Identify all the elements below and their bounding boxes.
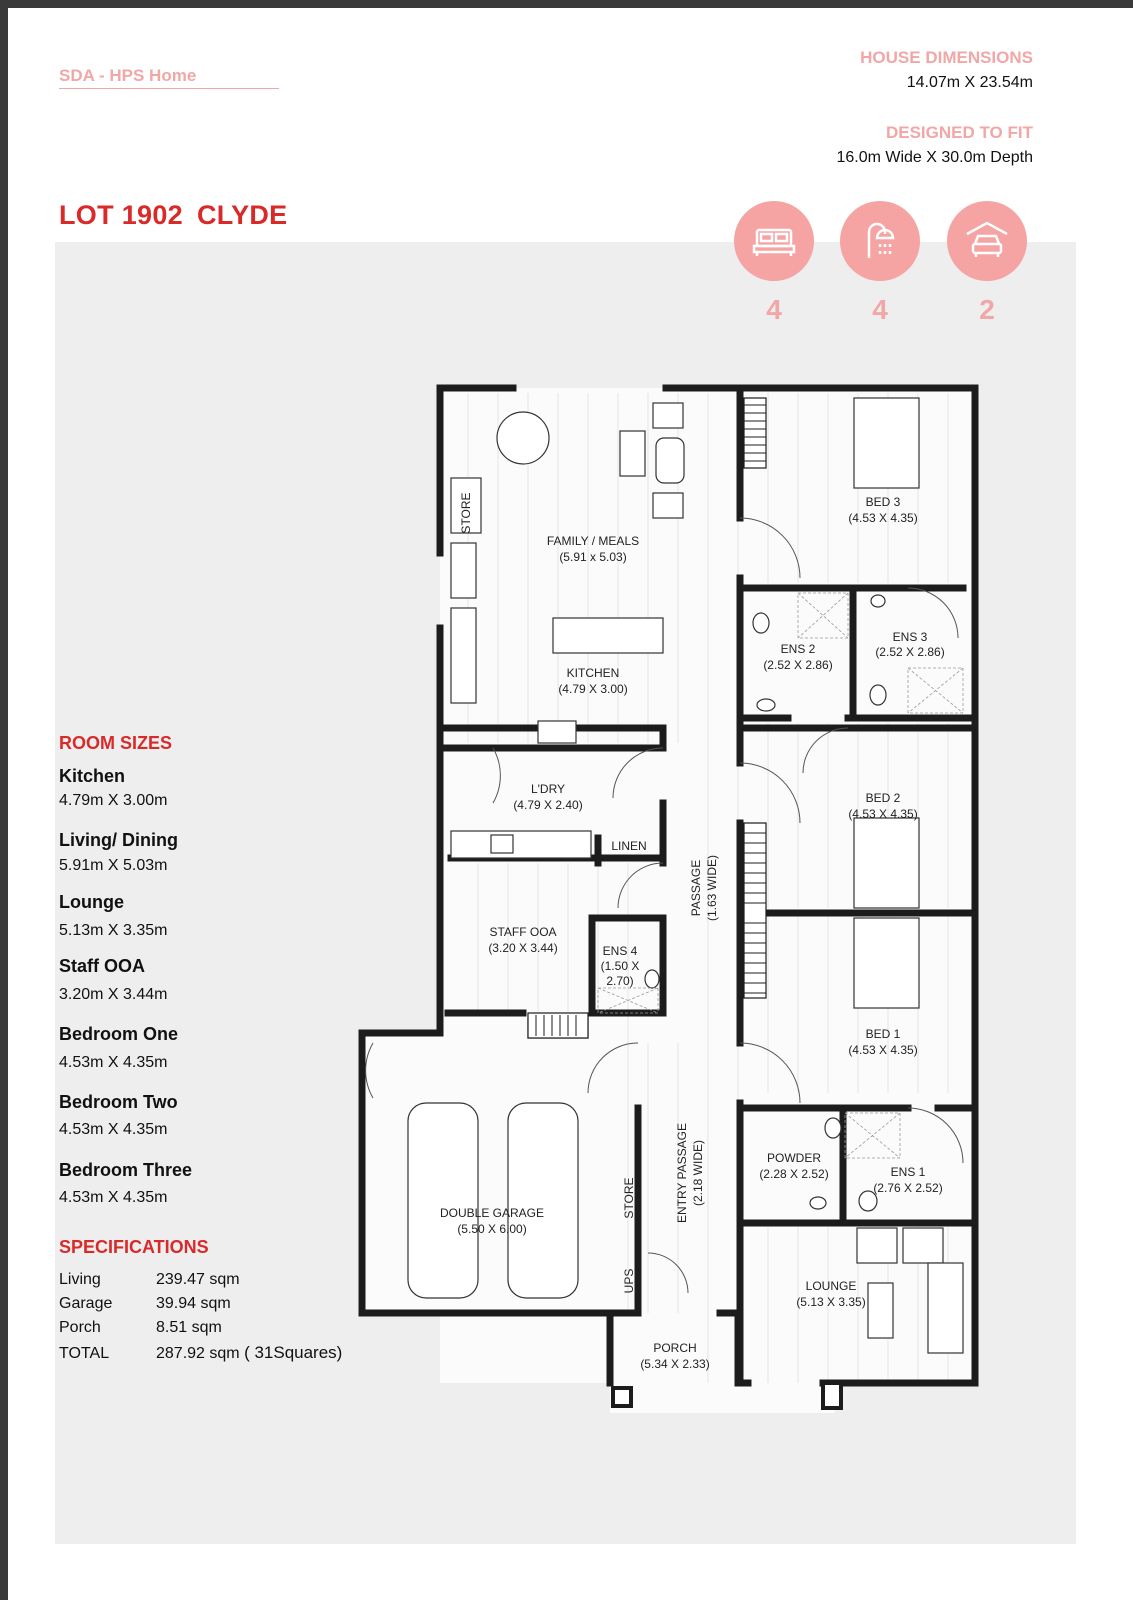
room-size: 5.13m X 3.35m [59, 922, 168, 939]
lounge-label: LOUNGE [805, 1279, 857, 1293]
house-name: CLYDE [196, 200, 288, 230]
room-name: Bedroom Three [59, 1160, 193, 1180]
passage-label: PASSAGE [689, 859, 703, 917]
passage-dims: (1.63 WIDE) [705, 854, 719, 922]
ens1-label: ENS 1 [890, 1165, 926, 1179]
spec-value: 8.51 sqm [156, 1319, 222, 1336]
entry-passage-label: ENTRY PASSAGE [675, 1122, 689, 1224]
car-garage-icon [947, 201, 1027, 281]
room-name: Kitchen [59, 766, 126, 786]
bath-count: 4 [872, 294, 888, 325]
ens4-dims: 2.70) [606, 974, 634, 988]
garage-store-label: STORE [622, 1177, 636, 1219]
spec-value: 239.47 sqm [156, 1271, 240, 1288]
brand-label: SDA - HPS Home [59, 66, 279, 89]
room-size: 4.53m X 4.35m [59, 1054, 168, 1071]
ens2-label: ENS 2 [780, 642, 816, 656]
ens3-dims: (2.52 X 2.86) [875, 645, 945, 659]
floor-plan [348, 383, 988, 1463]
room-name: Staff OOA [59, 956, 146, 976]
spec-label: TOTAL [59, 1345, 110, 1362]
spec-value: 287.92 sqm [156, 1345, 240, 1362]
designed-to-fit-label: DESIGNED TO FIT [885, 123, 1033, 142]
spec-note: ( 31Squares) [244, 1343, 343, 1362]
garage-dims: (5.50 X 6.00) [457, 1222, 527, 1236]
garage-count: 2 [979, 294, 995, 325]
lounge-dims: (5.13 X 3.35) [796, 1295, 866, 1309]
entry-passage-dims: (2.18 WIDE) [691, 1139, 705, 1207]
powder-label: POWDER [767, 1151, 821, 1165]
garage-label: DOUBLE GARAGE [439, 1206, 545, 1220]
powder-dims: (2.28 X 2.52) [759, 1167, 829, 1181]
lot-title [59, 200, 287, 231]
house-dimensions-label: HOUSE DIMENSIONS [860, 48, 1033, 67]
staff-ooa-dims: (3.20 X 3.44) [488, 941, 558, 955]
family-meals-label: FAMILY / MEALS [546, 534, 640, 548]
room-size: 4.53m X 4.35m [59, 1189, 168, 1206]
store-label: STORE [459, 492, 473, 534]
lot-number: LOT 1902 [59, 200, 183, 230]
specifications-heading: SPECIFICATIONS [59, 1237, 209, 1257]
bed-count: 4 [766, 294, 782, 325]
porch-label: PORCH [653, 1341, 697, 1355]
kitchen-label: KITCHEN [566, 666, 620, 680]
ens2-dims: (2.52 X 2.86) [763, 658, 833, 672]
laundry-label: L'DRY [530, 782, 566, 796]
spec-label: Porch [59, 1319, 101, 1336]
bed3-dims: (4.53 X 4.35) [848, 511, 918, 525]
room-name: Bedroom One [59, 1024, 179, 1044]
bed-icon [734, 201, 814, 281]
spec-row [59, 1295, 231, 1313]
designed-to-fit-value: 16.0m Wide X 30.0m Depth [836, 149, 1033, 166]
bed3-label: BED 3 [865, 495, 901, 509]
staff-ooa-label: STAFF OOA [489, 925, 557, 939]
shower-icon [840, 201, 920, 281]
ens1-dims: (2.76 X 2.52) [873, 1181, 943, 1195]
room-size: 5.91m X 5.03m [59, 857, 168, 874]
brochure-page [8, 8, 1133, 1600]
family-meals-dims: (5.91 x 5.03) [559, 550, 627, 564]
spec-label: Living [59, 1271, 101, 1288]
room-name: Living/ Dining [59, 830, 178, 850]
house-dimensions-value: 14.07m X 23.54m [906, 74, 1033, 91]
bed1-label: BED 1 [865, 1027, 901, 1041]
room-size: 4.53m X 4.35m [59, 1121, 168, 1138]
kitchen-dims: (4.79 X 3.00) [558, 682, 628, 696]
bed2-label: BED 2 [865, 791, 901, 805]
spec-value: 39.94 sqm [156, 1295, 231, 1312]
ens4-dims: (1.50 X [600, 959, 640, 973]
bed2-dims: (4.53 X 4.35) [848, 807, 918, 821]
porch-dims: (5.34 X 2.33) [640, 1357, 710, 1371]
room-name: Lounge [59, 892, 124, 912]
spec-row [59, 1319, 222, 1337]
room-size: 4.79m X 3.00m [59, 792, 168, 809]
linen-label: LINEN [611, 839, 647, 853]
laundry-dims: (4.79 X 2.40) [513, 798, 583, 812]
bed1-dims: (4.53 X 4.35) [848, 1043, 918, 1057]
room-sizes-heading: ROOM SIZES [59, 733, 173, 753]
room-size: 3.20m X 3.44m [59, 986, 168, 1003]
ens3-label: ENS 3 [892, 630, 928, 644]
room-name: Bedroom Two [59, 1092, 178, 1112]
spec-label: Garage [59, 1295, 113, 1312]
ens4-label: ENS 4 [602, 944, 638, 958]
ups-label: UPS [622, 1268, 636, 1294]
spec-row [59, 1271, 240, 1289]
spec-row [59, 1343, 342, 1363]
